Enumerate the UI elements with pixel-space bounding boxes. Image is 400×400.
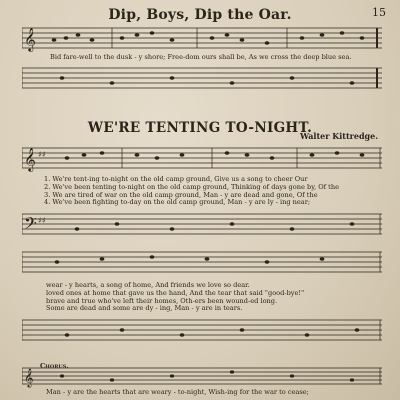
verse-line-1: 1. We're tent-ing to-night on the old camp ground, Give us a song to cheer Our	[44, 175, 308, 183]
song-title-tenting: WE'RE TENTING TO-NIGHT.	[87, 120, 313, 136]
chorus-label: Chorus.	[40, 362, 69, 370]
song-title-dip-boys: Dip, Boys, Dip the Oar.	[108, 7, 292, 23]
svg-text:𝄞: 𝄞	[24, 27, 36, 51]
music-staff-4	[22, 210, 382, 238]
song1-lyric: Bid fare-well to the dusk - y shore; Free-dom ours shall be, As we cross the deep blue sea.	[50, 53, 352, 61]
music-staff-6	[22, 316, 382, 344]
verse-lyrics	[44, 176, 339, 207]
svg-text:♯♯: ♯♯	[38, 216, 46, 225]
verse2-line-4: Some are dead and some are dy - ing, Man - y are in tears.	[46, 304, 243, 313]
composer-name: Walter Kittredge.	[299, 131, 378, 141]
verse2-line-3: brave and true who've left their homes, Oth-ers been wound-ed long.	[46, 296, 278, 305]
chorus-lyric: Man - y are the hearts that are weary - to-night, Wish-ing for the war to cease;	[46, 388, 309, 396]
verse-line-4: 4. We've been fighting to-day on the old camp ground, Man - y are ly - ing near;	[44, 198, 311, 207]
verse-line-3: 3. We are tired of war on the old camp ground, Man - y are dead and gone, Of the	[44, 190, 318, 199]
svg-text:𝄢: 𝄢	[24, 213, 37, 237]
svg-text:𝄞: 𝄞	[24, 368, 34, 387]
music-staff-5	[22, 248, 382, 276]
verse-line-2: 2. We've been tenting to-night on the old camp ground, Thinking of days gone by, Of the	[44, 182, 339, 191]
music-staff-7	[22, 366, 382, 388]
verse2-line-2: loved ones at home that gave us the hand, And the tear that said "good-bye!"	[46, 288, 305, 297]
svg-text:𝄞: 𝄞	[24, 147, 36, 171]
music-staff-2	[22, 65, 382, 91]
page-number: 15	[372, 6, 386, 19]
verse-lyrics-2	[46, 282, 304, 313]
music-staff-3	[22, 143, 382, 173]
music-staff-1	[22, 24, 382, 52]
verse2-line-1: wear - y hearts, a song of home, And friends we love so dear.	[46, 281, 250, 289]
svg-text:♯♯: ♯♯	[38, 150, 46, 159]
